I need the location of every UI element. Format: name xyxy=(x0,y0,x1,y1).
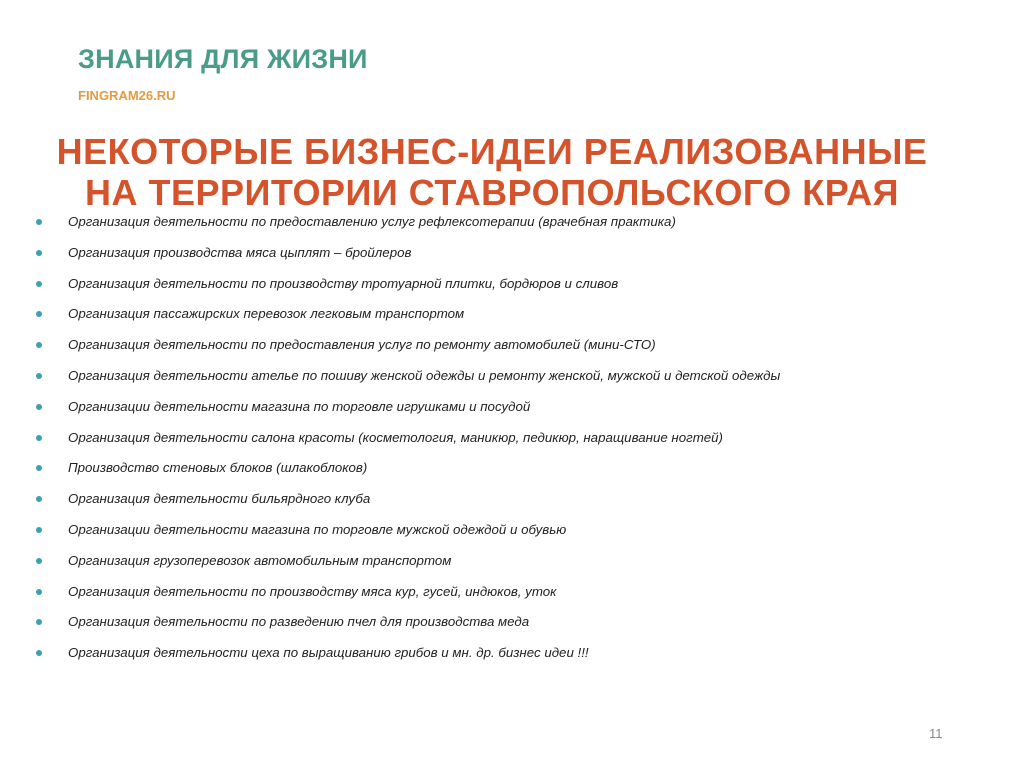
brand-site: FINGRAM26.RU xyxy=(78,88,176,103)
list-item-text: Организация деятельности бильярдного клуба xyxy=(68,491,371,507)
slide-title-line-1: НЕКОТОРЫЕ БИЗНЕС-ИДЕИ РЕАЛИЗОВАННЫЕ xyxy=(56,131,928,172)
bullet-icon xyxy=(36,465,42,471)
list-item xyxy=(36,331,780,362)
list-item-text: Организация пассажирских перевозок легковым транспортом xyxy=(68,306,465,322)
list-item-text: Организации деятельности магазина по торговле игрушками и посудой xyxy=(68,398,531,414)
list-item xyxy=(36,454,780,485)
list-item-text: Организация деятельности по производству тротуарной плитки, бордюров и сливов xyxy=(68,275,619,291)
list-item xyxy=(36,485,780,516)
business-ideas-list xyxy=(36,208,780,670)
list-item-text: Организация производства мяса цыплят – бройлеров xyxy=(68,244,412,260)
bullet-icon xyxy=(36,619,42,625)
list-item-text: Организация деятельности по производству мяса кур, гусей, индюков, уток xyxy=(68,583,557,599)
slide-title-line-2: НА ТЕРРИТОРИИ СТАВРОПОЛЬСКОГО КРАЯ xyxy=(85,172,899,213)
list-item-text: Организация деятельности салона красоты (косметология, маникюр, педикюр, наращивание ногтей) xyxy=(68,429,723,445)
list-item-text: Производство стеновых блоков (шлакоблоков) xyxy=(68,460,368,476)
bullet-icon xyxy=(36,496,42,502)
list-item xyxy=(36,578,780,609)
bullet-icon xyxy=(36,527,42,533)
list-item xyxy=(36,424,780,455)
bullet-icon xyxy=(36,558,42,564)
list-item xyxy=(36,300,780,331)
bullet-icon xyxy=(36,404,42,410)
list-item xyxy=(36,639,780,670)
bullet-icon xyxy=(36,311,42,317)
bullet-icon xyxy=(36,250,42,256)
bullet-icon xyxy=(36,342,42,348)
list-item xyxy=(36,208,780,239)
list-item-text: Организации деятельности магазина по торговле мужской одеждой и обувью xyxy=(68,521,567,537)
brand-title: ЗНАНИЯ ДЛЯ ЖИЗНИ xyxy=(78,44,368,74)
list-item-text: Организация деятельности по разведению пчел для производства меда xyxy=(68,614,530,630)
bullet-icon xyxy=(36,650,42,656)
list-item xyxy=(36,362,780,393)
list-item-text: Организация деятельности цеха по выращиванию грибов и мн. др. бизнес идеи !!! xyxy=(68,645,589,661)
bullet-icon xyxy=(36,373,42,379)
slide-title xyxy=(0,131,984,213)
bullet-icon xyxy=(36,281,42,287)
list-item xyxy=(36,516,780,547)
list-item-text: Организация деятельности по предоставления услуг по ремонту автомобилей (мини-СТО) xyxy=(68,337,656,353)
list-item xyxy=(36,239,780,270)
page-number: 11 xyxy=(929,726,943,741)
list-item xyxy=(36,547,780,578)
bullet-icon xyxy=(36,589,42,595)
bullet-icon xyxy=(36,219,42,225)
list-item-text: Организация грузоперевозок автомобильным транспортом xyxy=(68,552,452,568)
list-item xyxy=(36,608,780,639)
list-item xyxy=(36,393,780,424)
list-item-text: Организация деятельности ателье по пошиву женской одежды и ремонту женской, мужской и детской одежды xyxy=(68,367,781,383)
list-item xyxy=(36,270,780,301)
bullet-icon xyxy=(36,435,42,441)
list-item-text: Организация деятельности по предоставлению услуг рефлексотерапии (врачебная практика) xyxy=(68,214,676,229)
